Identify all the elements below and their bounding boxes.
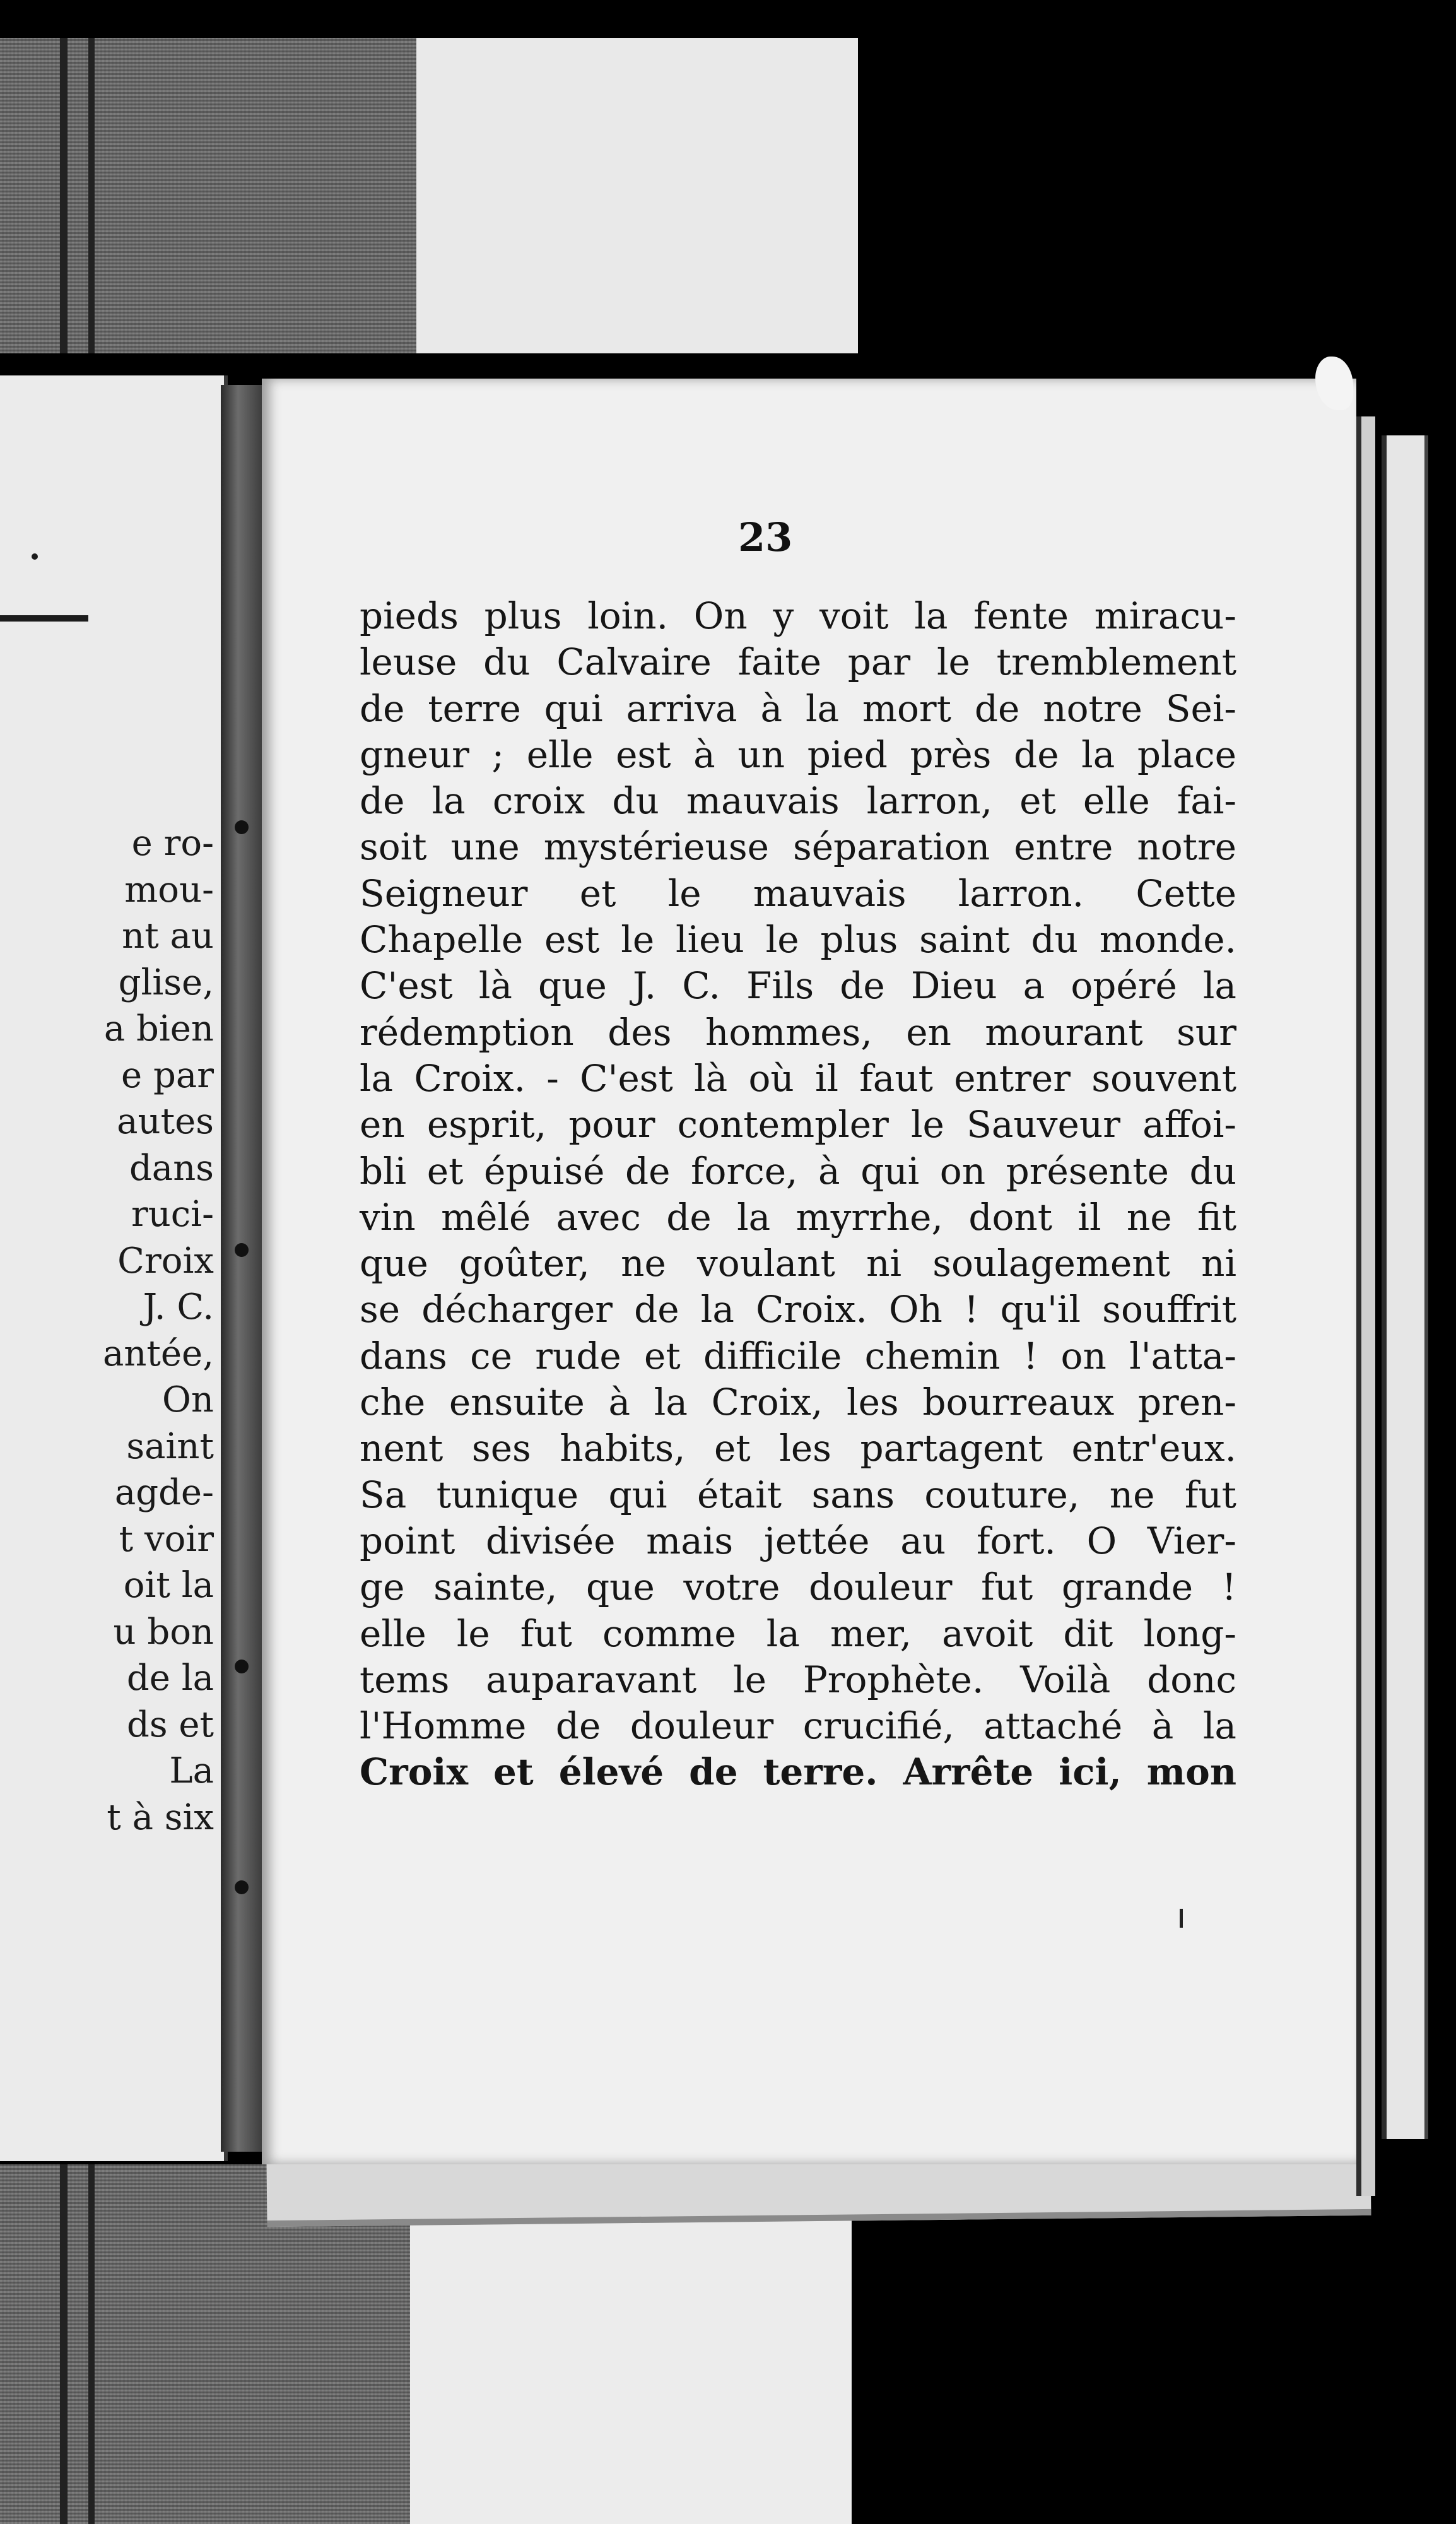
left-text-line: e par <box>121 1054 214 1096</box>
text-line: C'est là que J. C. Fils de Dieu a opéré la <box>360 964 1236 1008</box>
stitch-hole <box>235 1880 249 1894</box>
text-line: bli et épuisé de force, à qui on présente du <box>360 1149 1236 1193</box>
left-text-line: oit la <box>123 1565 214 1606</box>
left-text-line: t à six <box>107 1796 214 1838</box>
tape-stripe <box>60 2164 68 2524</box>
text-line: point divisée mais jettée au fort. O Vier- <box>360 1519 1236 1562</box>
text-line: ge sainte, que votre douleur fut grande ! <box>360 1566 1236 1609</box>
text-line: de terre qui arriva à la mort de notre Sei- <box>360 687 1236 730</box>
page-stack-edge <box>1382 435 1428 2139</box>
bleed-through-area-top <box>416 38 858 353</box>
text-line: Sa tunique qui était sans couture, ne fut <box>360 1473 1236 1516</box>
left-text-line: Croix <box>117 1240 214 1282</box>
ink-mark <box>1180 1909 1183 1928</box>
text-line: se décharger de la Croix. Oh ! qu'il souffrit <box>360 1288 1236 1331</box>
text-line: la Croix. - C'est là où il faut entrer souvent <box>360 1056 1236 1100</box>
text-line: gneur ; elle est à un pied près de la place <box>360 733 1236 776</box>
tape-stripe <box>60 38 68 353</box>
ornament-dot <box>32 553 38 560</box>
text-line: en esprit, pour contempler le Sauveur affoi- <box>360 1103 1236 1147</box>
left-text-line: ruci- <box>131 1194 214 1235</box>
stitch-hole <box>235 1243 249 1257</box>
text-line: tems auparavant le Prophète. Voilà donc <box>360 1658 1236 1701</box>
book-gutter <box>221 385 264 2152</box>
page-body-text <box>360 593 1236 1796</box>
left-text-line: glise, <box>118 962 214 1003</box>
left-text-line: La <box>169 1750 214 1791</box>
text-line: leuse du Calvaire faite par le tremblement <box>360 640 1236 684</box>
left-text-line: nt au <box>122 916 214 957</box>
text-line: que goûter, ne voulant ni soulagement ni <box>360 1242 1236 1285</box>
left-text-line: saint <box>126 1425 214 1467</box>
left-text-line: dans <box>129 1147 214 1189</box>
left-page <box>0 375 228 2161</box>
text-line: soit une mystérieuse séparation entre notre <box>360 825 1236 869</box>
page-number: 23 <box>738 514 793 560</box>
text-line: Chapelle est le lieu le plus saint du monde. <box>360 918 1236 962</box>
left-text-line: agde- <box>114 1472 214 1513</box>
text-line: nent ses habits, et les partagent entr'eux. <box>360 1427 1236 1470</box>
page-edge <box>1356 416 1375 2196</box>
text-line: che ensuite à la Croix, les bourreaux pren- <box>360 1381 1236 1424</box>
left-text-line: J. C. <box>143 1287 214 1328</box>
left-text-line: t voir <box>119 1518 214 1560</box>
left-text-line: antée, <box>102 1333 214 1374</box>
text-line: elle le fut comme la mer, avoit dit long- <box>360 1612 1236 1655</box>
text-line: rédemption des hommes, en mourant sur <box>360 1010 1236 1054</box>
stitch-hole <box>235 1660 249 1673</box>
left-page-text <box>103 820 214 1841</box>
left-text-line: ds et <box>126 1704 214 1745</box>
left-text-line: On <box>162 1379 214 1420</box>
left-text-line: de la <box>126 1658 214 1699</box>
left-text-line: e ro- <box>131 823 214 864</box>
stitch-hole <box>235 820 249 834</box>
tape-stripe <box>88 38 95 353</box>
text-line: l'Homme de douleur crucifié, attaché à la <box>360 1704 1236 1748</box>
tape-stripe <box>88 2164 95 2524</box>
left-text-line: u bon <box>113 1611 214 1653</box>
left-text-line: autes <box>117 1101 214 1142</box>
text-line: dans ce rude et difficile chemin ! on l'atta- <box>360 1334 1236 1377</box>
decorative-rule <box>0 615 88 622</box>
text-line: Seigneur et le mauvais larron. Cette <box>360 871 1236 915</box>
text-line: vin mêlé avec de la myrrhe, dont il ne fit <box>360 1195 1236 1239</box>
text-line: de la croix du mauvais larron, et elle fai- <box>360 779 1236 823</box>
left-text-line: mou- <box>124 869 214 911</box>
text-line: pieds plus loin. On y voit la fente miracu- <box>360 594 1236 637</box>
text-line: Croix et élevé de terre. Arrête ici, mon <box>360 1750 1236 1794</box>
left-text-line: a bien <box>103 1008 214 1049</box>
